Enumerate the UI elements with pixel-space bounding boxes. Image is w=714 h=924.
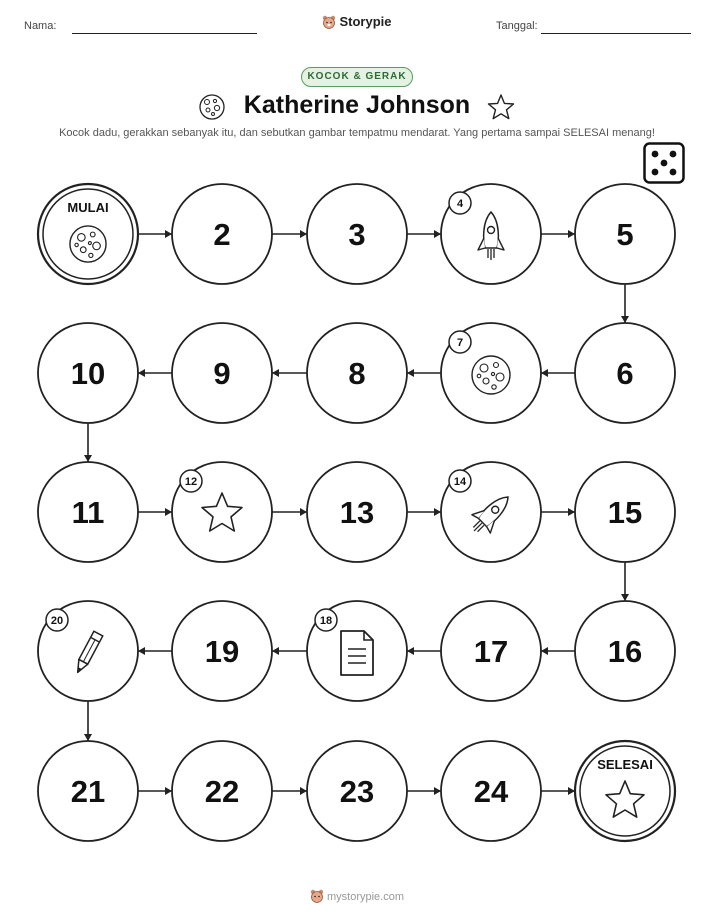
- space-number-badge: 12: [184, 476, 198, 488]
- space-number: 3: [348, 217, 366, 252]
- path-arrow: [407, 787, 441, 795]
- space-number: 17: [473, 634, 509, 669]
- path-arrow: [541, 369, 575, 377]
- path-arrow: [272, 230, 307, 238]
- path-arrow: [541, 647, 575, 655]
- path-arrow: [541, 230, 575, 238]
- board-space-18: [307, 601, 407, 701]
- page-title: Katherine Johnson: [243, 91, 471, 119]
- document-icon: [341, 631, 373, 675]
- path-arrow: [272, 508, 307, 516]
- path-arrow: [407, 508, 441, 516]
- space-number: 22: [204, 774, 240, 809]
- space-number: 15: [607, 495, 643, 530]
- space-number-badge: 7: [456, 337, 464, 349]
- board-space-21: [38, 741, 138, 841]
- board-space-3: [307, 184, 407, 284]
- footer-url[interactable]: mystorypie.com: [326, 891, 405, 903]
- board-space-4: [441, 184, 541, 284]
- space-number: 16: [607, 634, 643, 669]
- space-number: 13: [339, 495, 375, 530]
- board-space-2: [172, 184, 272, 284]
- path-arrow: [84, 701, 92, 741]
- path-arrow: [621, 562, 629, 601]
- space-number-badge: 14: [453, 476, 467, 488]
- path-arrow: [138, 369, 172, 377]
- moon-icon: [472, 356, 510, 394]
- space-number: 2: [213, 217, 231, 252]
- space-number: 19: [204, 634, 240, 669]
- space-label: SELESAI: [597, 757, 653, 772]
- path-arrow: [138, 647, 172, 655]
- moon-icon: [70, 226, 106, 262]
- bear-logo-icon: [310, 889, 324, 903]
- path-arrow: [272, 647, 307, 655]
- space-number: 21: [70, 774, 106, 809]
- footer: [0, 889, 714, 903]
- date-label: Tanggal:: [496, 20, 538, 32]
- path-arrow: [541, 787, 575, 795]
- path-arrow: [138, 230, 172, 238]
- path-arrow: [621, 284, 629, 323]
- space-number: 11: [71, 495, 105, 530]
- space-number-badge: 20: [50, 615, 64, 627]
- path-arrow: [407, 647, 441, 655]
- path-arrow: [272, 369, 307, 377]
- board-space-15: [575, 462, 675, 562]
- board-space-17: [441, 601, 541, 701]
- category-badge: KOCOK & GERAK: [301, 67, 413, 87]
- space-number: 9: [213, 356, 231, 391]
- path-arrow: [138, 787, 172, 795]
- path-arrow: [407, 369, 441, 377]
- board-space-16: [575, 601, 675, 701]
- space-number: 8: [348, 356, 366, 391]
- board-space-13: [307, 462, 407, 562]
- path-arrow: [541, 508, 575, 516]
- brand-name: Storypie: [339, 14, 392, 29]
- board-space-9: [172, 323, 272, 423]
- space-number: 24: [473, 774, 509, 809]
- board-space-8: [307, 323, 407, 423]
- instructions: Kocok dadu, gerakkan sebanyak itu, dan sebutkan gambar tempatmu mendarat. Yang pertama sampai SELESAI menang!: [59, 127, 655, 139]
- finish-space: [575, 741, 675, 841]
- board-space-20: [38, 601, 138, 701]
- board-space-24: [441, 741, 541, 841]
- space-number-badge: 18: [319, 615, 333, 627]
- board-space-12: [172, 462, 272, 562]
- board-space-6: [575, 323, 675, 423]
- board-space-19: [172, 601, 272, 701]
- path-arrow: [407, 230, 441, 238]
- start-space: [38, 184, 138, 284]
- space-number: 10: [70, 356, 106, 391]
- space-number-badge: 4: [456, 198, 464, 210]
- space-number: 6: [616, 356, 634, 391]
- path-arrow: [138, 508, 172, 516]
- path-arrow: [84, 423, 92, 462]
- board-space-5: [575, 184, 675, 284]
- space-label: MULAI: [67, 200, 109, 215]
- board-space-23: [307, 741, 407, 841]
- name-label: Nama:: [24, 20, 57, 32]
- board-space-11: [38, 462, 138, 562]
- space-number: 23: [339, 774, 375, 809]
- board-space-22: [172, 741, 272, 841]
- space-number: 5: [616, 217, 634, 252]
- board-space-7: [441, 323, 541, 423]
- path-arrow: [272, 787, 307, 795]
- board-space-10: [38, 323, 138, 423]
- board-space-14: [441, 462, 541, 562]
